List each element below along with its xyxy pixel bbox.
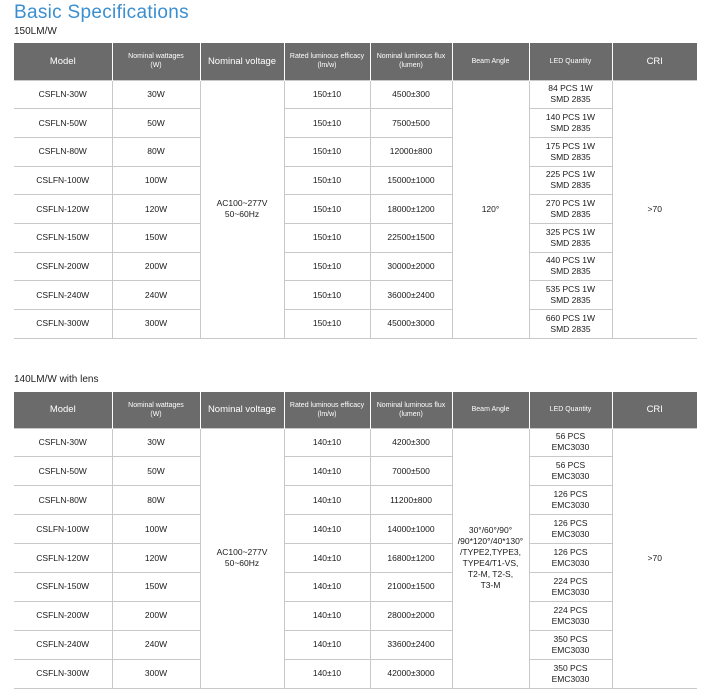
header-nominal-wattages	[112, 43, 200, 80]
efficacy-value: 150±10	[312, 289, 342, 300]
cell-efficacy	[284, 515, 370, 544]
efficacy-value: 150±10	[312, 174, 342, 185]
cell-model	[14, 428, 112, 457]
spec-table-150lm	[14, 43, 697, 339]
flux-value: 4500±300	[392, 88, 430, 99]
cell-flux	[370, 572, 452, 601]
led-quantity-value: 140 PCS 1W SMD 2835	[545, 112, 596, 134]
led-quantity-value: 56 PCS EMC3030	[551, 460, 590, 482]
led-quantity-value: 535 PCS 1W SMD 2835	[545, 284, 596, 306]
cri-value: >70	[647, 552, 662, 563]
wattage-value: 300W	[144, 318, 168, 329]
cri-value: >70	[647, 203, 662, 214]
cell-led-quantity	[529, 252, 612, 281]
cell-voltage	[200, 428, 284, 688]
efficacy-value: 150±10	[312, 146, 342, 157]
header-nominal-voltage-label: Nominal voltage	[207, 404, 277, 416]
efficacy-value: 140±10	[312, 465, 342, 476]
cell-model	[14, 659, 112, 688]
cell-led-quantity	[529, 630, 612, 659]
cell-model	[14, 572, 112, 601]
section-subtitle-140lm-lens: 140LM/W with lens	[14, 374, 99, 385]
led-quantity-value: 270 PCS 1W SMD 2835	[545, 198, 596, 220]
cell-efficacy	[284, 281, 370, 310]
cell-led-quantity	[529, 572, 612, 601]
table-row	[14, 252, 697, 281]
table-row	[14, 310, 697, 339]
cell-wattage	[112, 457, 200, 486]
cell-efficacy	[284, 310, 370, 339]
header-model-label: Model	[49, 404, 76, 416]
header-cri	[612, 392, 697, 428]
cell-efficacy	[284, 486, 370, 515]
model-value: CSFLN-120W	[36, 203, 90, 214]
header-nominal-voltage-label: Nominal voltage	[207, 55, 277, 67]
flux-value: 42000±3000	[387, 668, 435, 679]
header-led-quantity-label: LED Quantity	[549, 406, 592, 414]
beam-angle-value: 30°/60°/90° /90*120°/40*130° /TYPE2,TYPE3, TYPE4/T1-VS, T2-M, T2-S, T3-M	[457, 525, 524, 590]
cell-flux	[370, 195, 452, 224]
flux-value: 30000±2000	[387, 260, 435, 271]
cell-led-quantity	[529, 659, 612, 688]
efficacy-value: 140±10	[312, 494, 342, 505]
cell-voltage	[200, 80, 284, 338]
cell-led-quantity	[529, 80, 612, 109]
efficacy-value: 140±10	[312, 639, 342, 650]
cell-wattage	[112, 109, 200, 138]
model-value: CSFLN-30W	[38, 436, 87, 447]
cell-wattage	[112, 310, 200, 339]
flux-value: 12000±800	[389, 146, 433, 157]
cell-flux	[370, 601, 452, 630]
cell-efficacy	[284, 252, 370, 281]
cell-led-quantity	[529, 109, 612, 138]
table-row	[14, 572, 697, 601]
cell-wattage	[112, 486, 200, 515]
cell-flux	[370, 223, 452, 252]
header-rated-efficacy	[284, 43, 370, 80]
header-luminous-flux	[370, 392, 452, 428]
cell-flux	[370, 515, 452, 544]
cell-wattage	[112, 281, 200, 310]
header-beam-angle	[452, 392, 529, 428]
cell-efficacy	[284, 137, 370, 166]
page-title: Basic Specifications	[14, 2, 189, 23]
model-value: CSFLN-150W	[36, 232, 90, 243]
header-rated-efficacy-label: Rated luminous efficacy (lm/w)	[289, 401, 365, 418]
voltage-value: AC100~277V 50~60Hz	[216, 198, 268, 220]
cell-model	[14, 137, 112, 166]
wattage-value: 150W	[144, 232, 168, 243]
cell-flux	[370, 137, 452, 166]
wattage-value: 50W	[147, 117, 165, 128]
header-led-quantity	[529, 392, 612, 428]
cell-led-quantity	[529, 428, 612, 457]
cell-led-quantity	[529, 544, 612, 573]
flux-value: 7000±500	[392, 465, 430, 476]
table-row	[14, 109, 697, 138]
cell-flux	[370, 659, 452, 688]
header-rated-efficacy-label: Rated luminous efficacy (lm/w)	[289, 53, 365, 70]
model-value: CSFLN-300W	[36, 668, 90, 679]
cell-flux	[370, 486, 452, 515]
header-luminous-flux	[370, 43, 452, 80]
cell-flux	[370, 252, 452, 281]
led-quantity-value: 440 PCS 1W SMD 2835	[545, 255, 596, 277]
header-cri	[612, 43, 697, 80]
cell-wattage	[112, 428, 200, 457]
wattage-value: 50W	[147, 465, 165, 476]
header-cri-label: CRI	[646, 404, 663, 416]
cell-model	[14, 630, 112, 659]
flux-value: 11200±800	[390, 494, 432, 505]
led-quantity-value: 224 PCS EMC3030	[551, 604, 590, 626]
cell-beam-angle	[452, 80, 529, 338]
cell-efficacy	[284, 572, 370, 601]
efficacy-value: 140±10	[312, 552, 342, 563]
wattage-value: 150W	[144, 581, 168, 592]
wattage-value: 240W	[144, 639, 168, 650]
led-quantity-value: 175 PCS 1W SMD 2835	[545, 140, 596, 162]
cell-model	[14, 310, 112, 339]
wattage-value: 120W	[144, 552, 168, 563]
cell-led-quantity	[529, 137, 612, 166]
wattage-value: 80W	[147, 494, 165, 505]
cell-cri	[612, 428, 697, 688]
wattage-value: 30W	[147, 88, 165, 99]
spec-table-140lm-lens	[14, 392, 697, 689]
efficacy-value: 140±10	[312, 668, 342, 679]
table-row	[14, 486, 697, 515]
cell-model	[14, 109, 112, 138]
cell-model	[14, 223, 112, 252]
led-quantity-value: 126 PCS EMC3030	[551, 489, 590, 511]
table-row	[14, 601, 697, 630]
efficacy-value: 150±10	[312, 88, 342, 99]
cell-wattage	[112, 137, 200, 166]
cell-flux	[370, 109, 452, 138]
wattage-value: 200W	[144, 260, 168, 271]
table-header-row	[14, 392, 697, 428]
cell-led-quantity	[529, 195, 612, 224]
cell-efficacy	[284, 544, 370, 573]
header-model	[14, 392, 112, 428]
model-value: CSFLN-80W	[38, 146, 87, 157]
model-value: CSFLN-30W	[38, 88, 87, 99]
wattage-value: 100W	[144, 174, 168, 185]
cell-wattage	[112, 544, 200, 573]
beam-angle-value: 120°	[481, 203, 500, 214]
efficacy-value: 150±10	[312, 318, 342, 329]
cell-model	[14, 544, 112, 573]
led-quantity-value: 224 PCS EMC3030	[551, 575, 590, 597]
wattage-value: 200W	[144, 610, 168, 621]
cell-wattage	[112, 195, 200, 224]
flux-value: 21000±1500	[387, 581, 435, 592]
header-nominal-wattages-label: Nominal wattages (W)	[128, 401, 184, 418]
cell-model	[14, 515, 112, 544]
efficacy-value: 140±10	[312, 610, 342, 621]
flux-value: 28000±2000	[387, 610, 435, 621]
cell-model	[14, 281, 112, 310]
table-row	[14, 659, 697, 688]
flux-value: 14000±1000	[387, 523, 435, 534]
model-value: CSFLN-120W	[36, 552, 90, 563]
flux-value: 18000±1200	[387, 203, 435, 214]
model-value: CSLFN-100W	[36, 174, 90, 185]
wattage-value: 100W	[144, 523, 168, 534]
cell-model	[14, 80, 112, 109]
efficacy-value: 150±10	[312, 232, 342, 243]
flux-value: 33600±2400	[387, 639, 435, 650]
cell-model	[14, 166, 112, 195]
cell-efficacy	[284, 80, 370, 109]
cell-led-quantity	[529, 457, 612, 486]
wattage-value: 120W	[144, 203, 168, 214]
cell-flux	[370, 281, 452, 310]
model-value: CSFLN-50W	[38, 465, 87, 476]
table-row	[14, 457, 697, 486]
cell-efficacy	[284, 166, 370, 195]
table-row	[14, 428, 697, 457]
header-nominal-voltage	[200, 392, 284, 428]
model-value: CSFLN-80W	[38, 494, 87, 505]
cell-led-quantity	[529, 166, 612, 195]
voltage-value: AC100~277V 50~60Hz	[216, 547, 268, 568]
led-quantity-value: 84 PCS 1W SMD 2835	[548, 83, 593, 105]
led-quantity-value: 126 PCS EMC3030	[551, 518, 590, 540]
led-quantity-value: 350 PCS EMC3030	[551, 662, 590, 684]
table-row	[14, 195, 697, 224]
led-quantity-value: 56 PCS EMC3030	[551, 431, 590, 453]
cell-model	[14, 486, 112, 515]
flux-value: 15000±1000	[387, 174, 435, 185]
led-quantity-value: 660 PCS 1W SMD 2835	[545, 312, 596, 334]
cell-led-quantity	[529, 281, 612, 310]
header-beam-angle	[452, 43, 529, 80]
cell-wattage	[112, 515, 200, 544]
flux-value: 16800±1200	[387, 552, 435, 563]
cell-wattage	[112, 572, 200, 601]
wattage-value: 300W	[144, 668, 168, 679]
cell-cri	[612, 80, 697, 338]
cell-led-quantity	[529, 310, 612, 339]
table-row	[14, 544, 697, 573]
model-value: CSFLN-300W	[36, 318, 90, 329]
cell-flux	[370, 428, 452, 457]
header-led-quantity	[529, 43, 612, 80]
cell-model	[14, 601, 112, 630]
header-model	[14, 43, 112, 80]
header-led-quantity-label: LED Quantity	[549, 57, 592, 65]
model-value: CSFLN-200W	[36, 260, 90, 271]
flux-value: 22500±1500	[387, 232, 435, 243]
led-quantity-value: 126 PCS EMC3030	[551, 547, 590, 568]
header-nominal-voltage	[200, 43, 284, 80]
cell-model	[14, 252, 112, 281]
cell-wattage	[112, 80, 200, 109]
led-quantity-value: 225 PCS 1W SMD 2835	[545, 169, 596, 191]
table-row	[14, 630, 697, 659]
cell-efficacy	[284, 223, 370, 252]
flux-value: 7500±500	[392, 117, 430, 128]
cell-efficacy	[284, 630, 370, 659]
cell-beam-angle	[452, 428, 529, 688]
table-row	[14, 223, 697, 252]
cell-flux	[370, 80, 452, 109]
led-quantity-value: 350 PCS EMC3030	[551, 633, 590, 655]
wattage-value: 80W	[147, 146, 165, 157]
model-value: CSFLN-150W	[36, 581, 90, 592]
cell-led-quantity	[529, 223, 612, 252]
cell-flux	[370, 166, 452, 195]
cell-wattage	[112, 252, 200, 281]
flux-value: 4200±300	[392, 436, 430, 447]
cell-wattage	[112, 166, 200, 195]
led-quantity-value: 325 PCS 1W SMD 2835	[545, 226, 596, 248]
cell-wattage	[112, 223, 200, 252]
cell-flux	[370, 310, 452, 339]
cell-led-quantity	[529, 486, 612, 515]
efficacy-value: 150±10	[312, 260, 342, 271]
wattage-value: 240W	[144, 289, 168, 300]
model-value: CSFLN-200W	[36, 610, 90, 621]
cell-flux	[370, 544, 452, 573]
cell-led-quantity	[529, 601, 612, 630]
table-row	[14, 166, 697, 195]
cell-flux	[370, 457, 452, 486]
cell-efficacy	[284, 601, 370, 630]
cell-wattage	[112, 601, 200, 630]
section-subtitle-150lm: 150LM/W	[14, 26, 57, 37]
flux-value: 36000±2400	[387, 289, 435, 300]
model-value: CSFLN-240W	[36, 289, 90, 300]
cell-led-quantity	[529, 515, 612, 544]
cell-efficacy	[284, 659, 370, 688]
wattage-value: 30W	[147, 436, 165, 447]
cell-efficacy	[284, 195, 370, 224]
cell-model	[14, 195, 112, 224]
cell-wattage	[112, 659, 200, 688]
table-row	[14, 281, 697, 310]
header-nominal-wattages	[112, 392, 200, 428]
cell-efficacy	[284, 109, 370, 138]
efficacy-value: 140±10	[312, 581, 342, 592]
header-cri-label: CRI	[646, 55, 663, 67]
cell-efficacy	[284, 457, 370, 486]
cell-wattage	[112, 630, 200, 659]
efficacy-value: 140±10	[312, 436, 342, 447]
header-beam-angle-label: Beam Angle	[471, 406, 510, 414]
efficacy-value: 140±10	[312, 523, 342, 534]
header-model-label: Model	[49, 55, 76, 67]
header-luminous-flux-label: Nominal luminous flux (lumen)	[376, 401, 446, 418]
header-rated-efficacy	[284, 392, 370, 428]
cell-model	[14, 457, 112, 486]
table-header-row	[14, 43, 697, 80]
table-row	[14, 137, 697, 166]
cell-flux	[370, 630, 452, 659]
header-luminous-flux-label: Nominal luminous flux (lumen)	[376, 53, 446, 70]
efficacy-value: 150±10	[312, 203, 342, 214]
efficacy-value: 150±10	[312, 117, 342, 128]
model-value: CSFLN-240W	[36, 639, 90, 650]
model-value: CSLFN-100W	[36, 523, 90, 534]
model-value: CSFLN-50W	[38, 117, 87, 128]
cell-efficacy	[284, 428, 370, 457]
flux-value: 45000±3000	[387, 318, 435, 329]
header-beam-angle-label: Beam Angle	[471, 57, 510, 65]
header-nominal-wattages-label: Nominal wattages (W)	[128, 53, 184, 70]
table-row	[14, 80, 697, 109]
table-row	[14, 515, 697, 544]
